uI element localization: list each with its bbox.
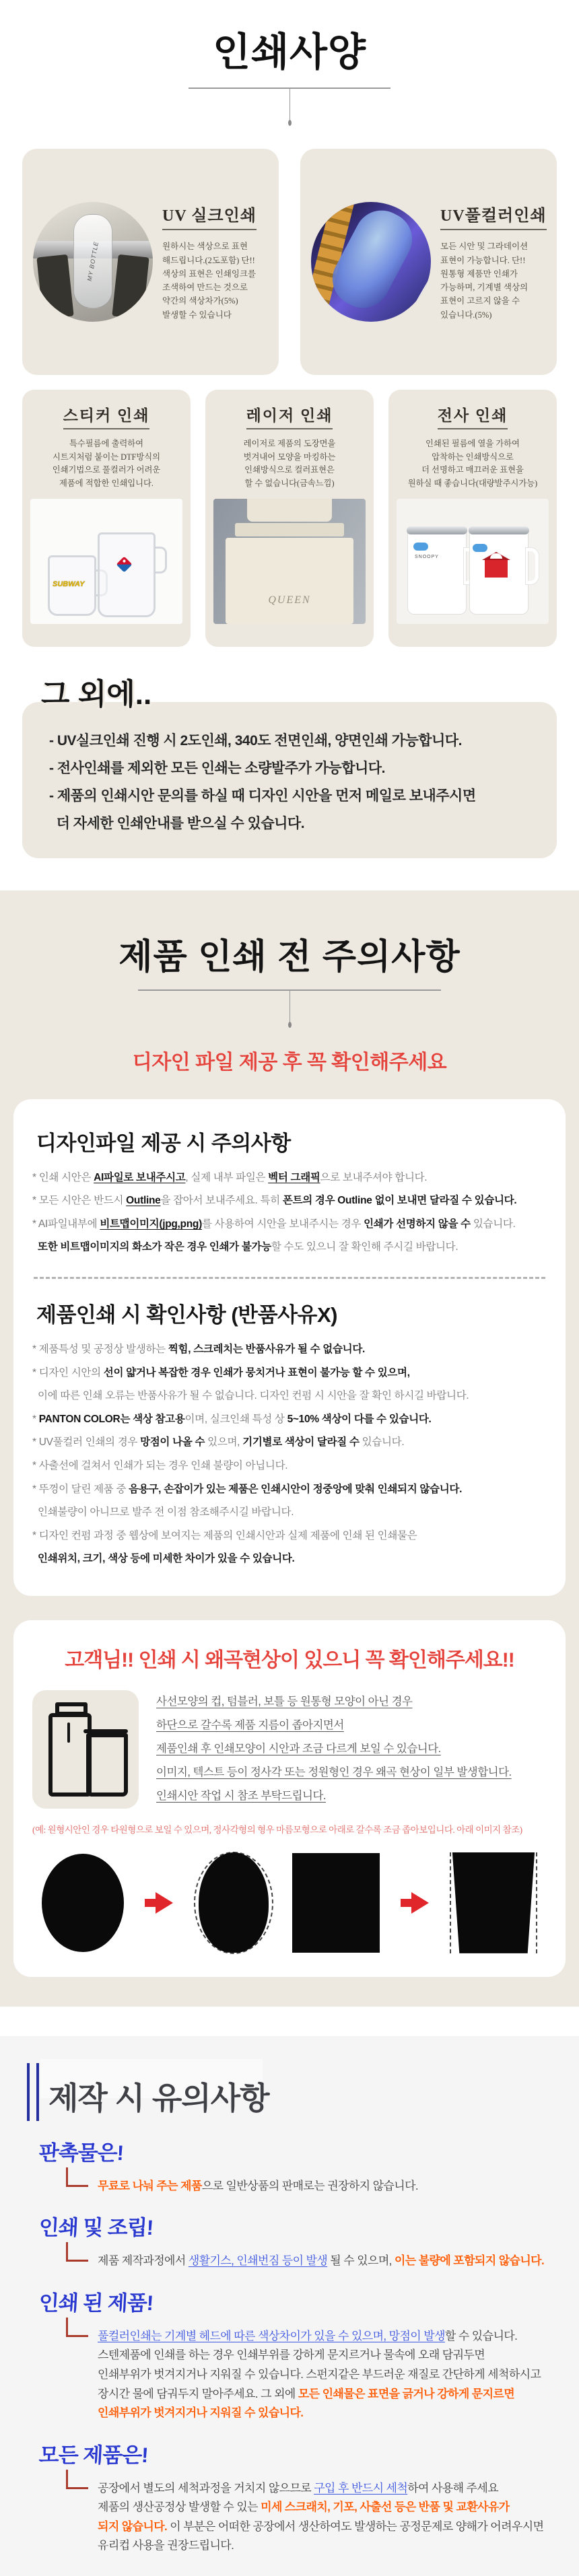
glass-mug-image	[48, 555, 96, 616]
production-note	[0, 2211, 579, 2271]
original-circle-shape	[42, 1854, 124, 1952]
subway-logo: SUBWAY	[53, 580, 85, 588]
production-note-text: 제품 제작과정에서 생활기스, 인쇄번짐 등이 발생 될 수 있으며, 이는 불량에 포함되지 않습니다.	[98, 2254, 545, 2268]
laser-print-title: 레이저 인쇄	[246, 403, 333, 429]
transfer-print-title: 전사 인쇄	[438, 403, 508, 429]
dominos-logo	[116, 556, 132, 572]
transfer-print-card	[388, 390, 557, 647]
production-note-heading: 인쇄 된 제품!	[38, 2291, 154, 2315]
branch-connector-line	[66, 2470, 88, 2489]
snoopy-mug-image	[407, 530, 467, 615]
uv-silk-printer-photo	[33, 202, 153, 322]
bottle-label: MY BOTTLE	[86, 240, 100, 282]
title-divider-ornament	[0, 77, 579, 126]
branch-connector-line	[66, 2167, 88, 2187]
sticker-print-card	[22, 390, 191, 647]
snoopy-label: SNOOPY	[415, 554, 439, 559]
tumbler-icon	[48, 1713, 92, 1797]
etc-notes-box: - UV실크인쇄 진행 시 2도인쇄, 340도 전면인쇄, 양면인쇄 가능합니다. - 전사인쇄를 제외한 모든 인쇄는 소량발주가 가능합니다. - 제품의 인쇄시안 문의를 하실 때 디자인 시안을 먼저 메일로 보내주시면 더 자세한 인쇄안내를 받으실 수 있습니다.	[22, 702, 557, 858]
production-note-heading: 판촉물은!	[38, 2140, 124, 2165]
design-file-notes: * 인쇄 시안은 AI파일로 보내주시고, 실제 내부 파일은 벡터 그래픽으로 보내주셔야 합니다. * 모든 시안은 반드시 Outline을 잡아서 보내주세요. 특히 폰트의 경우 Outline 없이 보내면 달라질 수 있습니다. * AI파일내부에 비트맵이미지(jpg,png)를 사용하여 시안을 보내주시는 경우 인쇄가 선명하지 않을 수 있습니다. 또한 비트맵이미지의 화소가 작은 경우 인쇄가 불가능할 수도 있으니 잘 확인해 주시길 바랍니다.	[32, 1171, 517, 1253]
branch-connector-line	[66, 2318, 88, 2337]
product-check-notes: * 제품특성 및 공정상 발생하는 찍힘, 스크레치는 반품사유가 될 수 없습니다. * 디자인 시안의 선이 얇거나 복잡한 경우 인쇄가 뭉치거나 표현이 불가능 할 수 있으며, 이에 따른 인쇄 오류는 반품사유가 될 수 없습니다. 디자인 컨펌 시 시안을 잘 확인 하시길 바랍니다. * PANTON COLOR는 색상 참고용이며, 실크인쇄 특성 상 5~10% 색상이 다를 수 있습니다. * UV풀컬러 인쇄의 경우 망점이 나올 수 있으며, 기기별로 색상이 달라질 수 있습니다. * 사출선에 걸쳐서 인쇄가 되는 경우 인쇄 불량이 아닙니다. * 뚜껑이 달린 제품 중 음용구, 손잡이가 있는 제품은 인쇄시안이 정중앙에 맞춰 인쇄되지 않습니다. 인쇄불량이 아니므로 발주 전 이점 참조해주시길 바랍니다. * 디자인 컨펌 과정 중 웹상에 보여지는 제품의 인쇄시안과 실제 제품에 인쇄 된 인쇄물은 인쇄위치, 크기, 색상 등에 미세한 차이가 있을 수 있습니다.	[32, 1344, 469, 1565]
product-check-heading: 제품인쇄 시 확인사항 (반품사유X)	[36, 1303, 337, 1327]
original-square-shape	[292, 1853, 380, 1953]
production-notes-section	[0, 2036, 579, 2576]
uv-silk-card	[22, 149, 279, 375]
design-file-heading: 디자인파일 제공 시 주의사항	[36, 1131, 291, 1155]
production-notes-list	[0, 2136, 579, 2556]
glass-mug-image	[98, 532, 156, 617]
precaution-section	[0, 891, 579, 2007]
production-note	[0, 2286, 579, 2423]
transfer-print-description: 인쇄된 필름에 열을 가하여 압착하는 인쇄방식으로 더 선명하고 매끄러운 표현을 원하실 때 좋습니다(대량발주시가능)	[407, 439, 538, 489]
production-note	[0, 2136, 579, 2196]
distortion-notes: 사선모양의 컵, 텀블러, 보틀 등 원통형 모양이 아닌 경우 하단으로 갈수록 제품 지름이 좁아지면서 제품인쇄 후 인쇄모양이 시안과 조금 다르게 보일 수 있습니다. 이미지, 텍스트 등이 정사각 또는 정원형인 경우 왜곡 현상이 일부 발생합니다. 인쇄시안 작업 시 참조 부탁드립니다.	[156, 1695, 512, 1802]
title-divider-ornament	[0, 979, 579, 1028]
distortion-title: 고객님!! 인쇄 시 왜곡현상이 있으니 꼭 확인해주세요!!	[65, 1648, 514, 1671]
precaution-title: 제품 인쇄 전 주의사항	[118, 937, 461, 977]
transfer-print-sample-photo	[397, 499, 549, 624]
laser-print-description: 레이저로 제품의 도장면을 벗겨내어 모양을 마킹하는 인쇄방식으로 컬러표현은 할 수 없습니다(금속느낌)	[243, 439, 336, 489]
production-note-heading: 인쇄 및 조립!	[38, 2216, 154, 2240]
laser-print-sample-photo	[213, 499, 366, 624]
production-note	[0, 2438, 579, 2556]
production-notes-title: 제작 시 유의사항	[48, 2080, 269, 2116]
dashed-divider	[34, 1277, 545, 1279]
distortion-card	[13, 1620, 566, 1977]
uv-fullcolor-card	[300, 149, 557, 375]
cup-shapes-illustration	[32, 1690, 139, 1809]
production-note-text: 무료로 나눠 주는 제품으로 일반상품의 판매로는 권장하지 않습니다.	[98, 2179, 419, 2192]
cup-icon	[86, 1733, 128, 1797]
laser-print-card	[205, 390, 374, 647]
sticker-print-title: 스티커 인쇄	[63, 403, 150, 429]
precaution-red-subtitle: 디자인 파일 제공 후 꼭 확인해주세요	[132, 1051, 447, 1074]
branch-connector-line	[66, 2242, 88, 2262]
distortion-example-note: (예: 원형시안인 경우 타원형으로 보일 수 있으며, 정사각형의 형우 마름모형으로 아래로 갈수록 조금 좁아보입니다. 아래 이미지 참조)	[32, 1824, 522, 1835]
distorted-trapezoid-shape	[450, 1852, 537, 1953]
uv-fullcolor-title: UV풀컬러인쇄	[440, 202, 547, 230]
other-method-cards	[22, 390, 557, 647]
page-title: 인쇄사양	[212, 30, 367, 74]
distortion-example-shapes	[42, 1852, 537, 1954]
sticker-print-description: 특수필름에 출력하여 시트지처럼 붙이는 DTF방식의 인쇄기법으로 풀컬러가 어려운 제품에 적합한 인쇄입니다.	[52, 439, 161, 489]
snoopy-doghouse-graphic	[485, 560, 508, 578]
uv-fullcolor-description: 모든 시안 및 그라데이션 표현이 가능합니다. 단!! 원통형 제품만 인쇄가 가능하며, 기계별 색상의 표현이 고르지 않을 수 있습니다.(5%)	[440, 242, 529, 320]
queen-engraving-label: QUEEN	[268, 594, 311, 606]
double-blue-bar-ornament	[27, 2063, 39, 2121]
production-note-heading: 모든 제품은!	[38, 2443, 149, 2467]
production-note-text: 풀컬러인쇄는 기계별 헤드에 따른 색상차이가 있을 수 있으며, 망점이 발생할 수 있습니다. 스텐제품에 인쇄를 하는 경우 인쇄부위를 강하게 문지르거나 물속에 오래 담궈두면 인쇄부위가 벗겨지거나 지워질 수 있습니다. 스펀지같은 부드러운 재질로 간단하게 세척하시고 장시간 물에 담궈두지 말아주세요. 그 외에 모든 인쇄물은 표면을 긁거나 강하게 문지르면 인쇄부위가 벗겨지거나 지워질 수 있습니다.	[98, 2329, 541, 2420]
arrow-right-icon	[143, 1892, 174, 1914]
sticker-print-sample-photo	[30, 499, 182, 624]
page-header	[0, 0, 579, 126]
snoopy-mug-image	[469, 530, 529, 615]
arrow-right-icon	[399, 1892, 430, 1914]
clear-bottle-image	[73, 214, 112, 308]
distorted-oval-shape	[194, 1852, 273, 1954]
etc-section	[22, 670, 557, 858]
design-file-card	[13, 1099, 566, 1596]
uv-silk-description: 원하시는 색상으로 표현 해드립니다.(2도포함) 단!! 색상의 표현은 인쇄잉크를 조색하여 만드는 것으로 약간의 색상차가(5%) 발생할 수 있습니다	[162, 242, 257, 320]
etc-title: 그 외에..	[41, 678, 152, 711]
uv-fullcolor-printer-photo	[311, 202, 431, 322]
uv-silk-title: UV 실크인쇄	[162, 202, 257, 230]
uv-method-cards	[22, 149, 557, 375]
production-note-text: 공장에서 별도의 세척과정을 거치지 않으므로 구입 후 반드시 세척하여 사용해 주세요 제품의 생산공정상 발생할 수 있는 미세 스크래치, 기포, 사출선 등은 반품 및 교환사유가 되지 않습니다. 이 부분은 어떠한 공장에서 생산하여도 발생하는 공정문제로 양해가 어려우시면 유리컵 사용을 권장드립니다.	[98, 2481, 544, 2552]
